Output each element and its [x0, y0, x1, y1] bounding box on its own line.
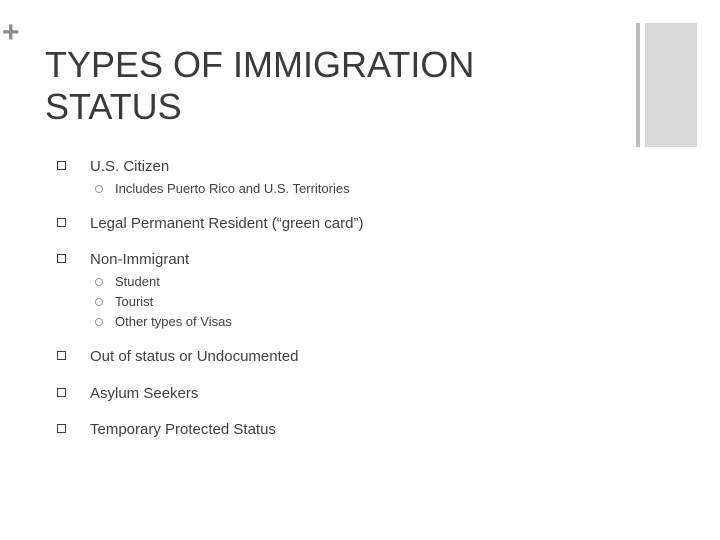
- decorative-bar-thin: [636, 23, 640, 147]
- subbullet-label: Includes Puerto Rico and U.S. Territories: [115, 181, 350, 196]
- subbullet-label: Tourist: [115, 294, 154, 309]
- circle-bullet-icon: [95, 298, 103, 306]
- bullet-label: Out of status or Undocumented: [90, 348, 299, 365]
- bullet-label: Asylum Seekers: [90, 385, 199, 402]
- title-line-2: STATUS: [45, 86, 182, 127]
- bullet-label: Temporary Protected Status: [90, 421, 276, 438]
- circle-bullet-icon: [95, 318, 103, 326]
- square-bullet-icon: [57, 161, 66, 170]
- circle-bullet-icon: [95, 185, 103, 193]
- square-bullet-icon: [57, 424, 66, 433]
- square-bullet-icon: [57, 351, 66, 360]
- bullet-label: Legal Permanent Resident (“green card”): [90, 215, 364, 232]
- square-bullet-icon: [57, 388, 66, 397]
- plus-icon: +: [2, 16, 20, 49]
- slide-title: [45, 44, 585, 128]
- subbullet-label: Other types of Visas: [115, 314, 232, 329]
- title-line-1: TYPES OF IMMIGRATION: [45, 44, 475, 85]
- bullet-label: Non-Immigrant: [90, 251, 190, 268]
- square-bullet-icon: [57, 218, 66, 227]
- circle-bullet-icon: [95, 278, 103, 286]
- subbullet-label: Student: [115, 274, 160, 289]
- decorative-bar-thick: [645, 23, 697, 147]
- bullet-label: U.S. Citizen: [90, 158, 170, 175]
- square-bullet-icon: [57, 254, 66, 263]
